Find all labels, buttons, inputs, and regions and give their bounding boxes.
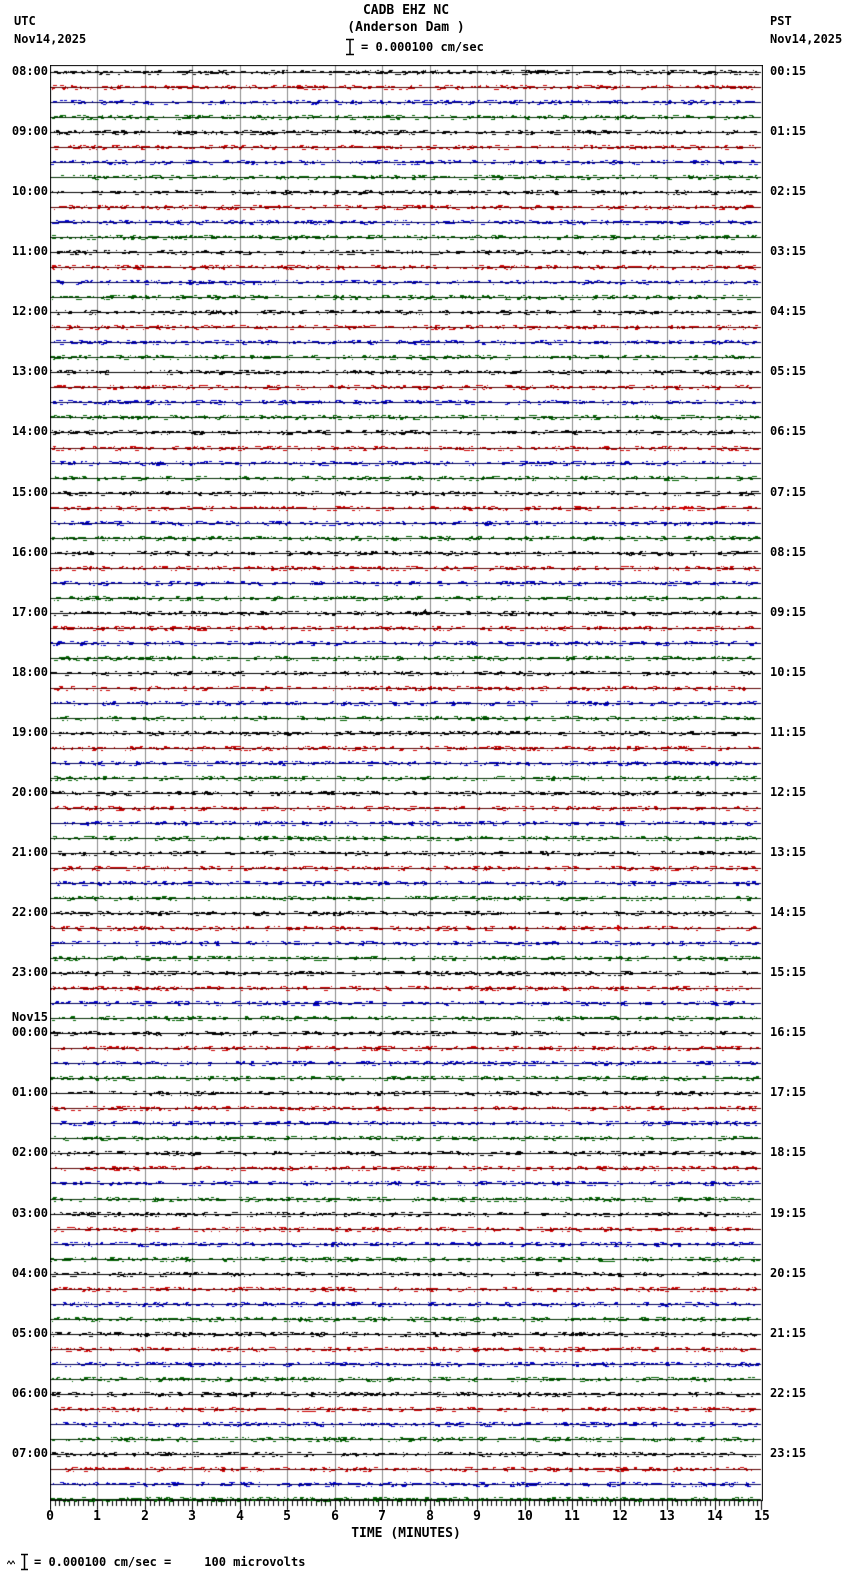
x-tick-label: 9 [473,1509,481,1524]
utc-hour-label: 08:00 [11,64,48,78]
pst-hour-label: 03:15 [770,244,807,258]
utc-hour-label: 10:00 [11,184,48,198]
pst-hour-label: 14:15 [770,905,807,919]
utc-timezone-label: UTC [14,14,36,28]
utc-hour-label: 12:00 [11,304,48,318]
pst-hour-label: 07:15 [770,485,807,499]
pst-hour-label: 19:15 [770,1206,807,1220]
pst-hour-label: 11:15 [770,725,807,739]
footer-scale-legend [7,1553,305,1571]
pst-hour-label: 12:15 [770,785,807,799]
x-tick-label: 4 [236,1509,244,1524]
x-tick-label: 7 [378,1509,386,1524]
pst-hour-label: 22:15 [770,1386,807,1400]
pst-timezone-label: PST [770,14,792,28]
pst-hour-label: 09:15 [770,605,807,619]
station-title: CADB EHZ NC [362,3,450,18]
utc-hour-label: 15:00 [11,485,48,499]
utc-hour-label: 18:00 [11,665,48,679]
utc-hour-label: 21:00 [11,845,48,859]
helicorder-plot [50,65,763,1511]
utc-hour-label: 02:00 [11,1145,48,1159]
x-tick-label: 8 [426,1509,434,1524]
x-tick-label: 14 [707,1509,723,1524]
title-block [50,2,762,36]
utc-hour-label: 17:00 [11,605,48,619]
pst-hour-label: 13:15 [770,845,807,859]
utc-hour-label: 05:00 [11,1326,48,1340]
utc-hour-label: 22:00 [11,905,48,919]
footer-scale-bar-icon [20,1553,29,1571]
utc-hour-label: 03:00 [11,1206,48,1220]
pst-date-label: Nov14,2025 [770,32,843,46]
pst-hour-label: 17:15 [770,1085,807,1099]
utc-hour-label: 16:00 [11,545,48,559]
amplitude-scale [345,38,484,56]
x-axis-title: TIME (MINUTES) [351,1526,461,1541]
footer-microvolts-text: 100 microvolts [204,1555,306,1569]
pst-hour-label: 10:15 [770,665,807,679]
utc-hour-label: 09:00 [11,124,48,138]
utc-hour-label: 14:00 [11,424,48,438]
utc-hour-label: 00:00 [11,1025,48,1039]
utc-hour-label: 23:00 [11,965,48,979]
utc-hour-label: 20:00 [11,785,48,799]
utc-date-break-label: Nov15 [11,1010,48,1024]
pst-hour-label: 04:15 [770,304,807,318]
pst-hour-label: 00:15 [770,64,807,78]
pst-hour-label: 05:15 [770,364,807,378]
x-tick-label: 6 [331,1509,339,1524]
x-tick-label: 10 [517,1509,533,1524]
footer-mini-mark-icon [7,1559,15,1566]
utc-hour-label: 13:00 [11,364,48,378]
pst-hour-label: 16:15 [770,1025,807,1039]
x-tick-label: 15 [754,1509,770,1524]
utc-hour-label: 07:00 [11,1446,48,1460]
x-tick-label: 0 [46,1509,54,1524]
utc-hour-label: 11:00 [11,244,48,258]
pst-hour-label: 06:15 [770,424,807,438]
pst-hour-label: 20:15 [770,1266,807,1280]
utc-hour-label: 06:00 [11,1386,48,1400]
pst-hour-label: 21:15 [770,1326,807,1340]
utc-hour-label: 19:00 [11,725,48,739]
station-subtitle: (Anderson Dam ) [347,20,465,35]
x-tick-label: 1 [93,1509,101,1524]
footer-scale-text: = 0.000100 cm/sec = [34,1555,172,1569]
x-tick-label: 3 [188,1509,196,1524]
utc-date-label: Nov14,2025 [14,32,87,46]
x-tick-label: 13 [659,1509,675,1524]
scale-value-label: = 0.000100 cm/sec [361,40,484,54]
scale-bar-icon [345,38,355,56]
pst-hour-label: 01:15 [770,124,807,138]
x-tick-label: 11 [564,1509,580,1524]
utc-hour-label: 04:00 [11,1266,48,1280]
x-tick-label: 5 [283,1509,291,1524]
pst-hour-label: 18:15 [770,1145,807,1159]
x-tick-label: 2 [141,1509,149,1524]
pst-hour-label: 08:15 [770,545,807,559]
pst-hour-label: 02:15 [770,184,807,198]
utc-hour-label: 01:00 [11,1085,48,1099]
pst-hour-label: 15:15 [770,965,807,979]
x-tick-label: 12 [612,1509,628,1524]
seismogram-canvas [50,65,763,1511]
pst-hour-label: 23:15 [770,1446,807,1460]
